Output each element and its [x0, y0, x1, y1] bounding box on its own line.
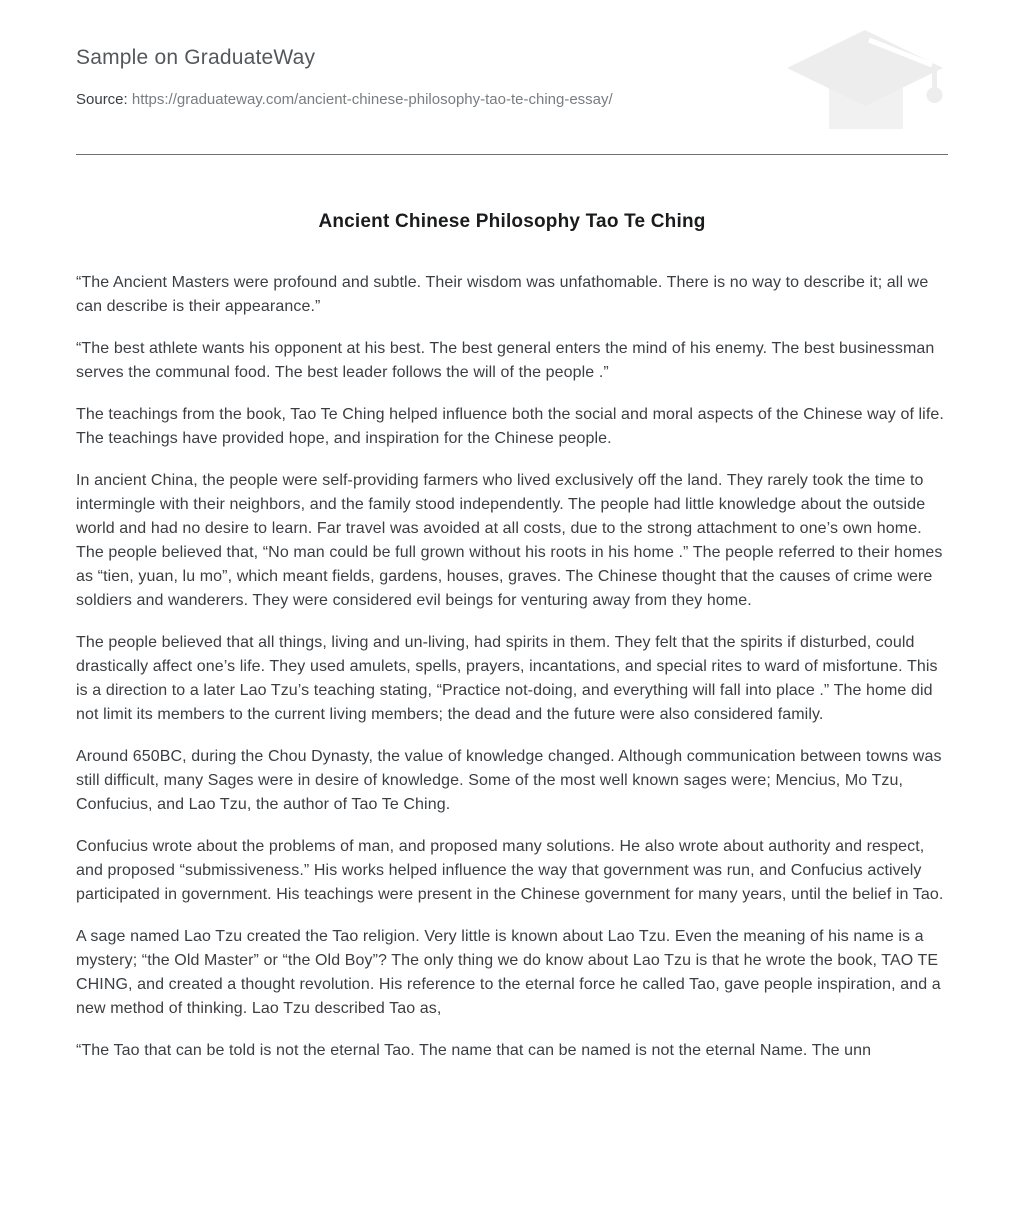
paragraph: A sage named Lao Tzu created the Tao religion. Very little is known about Lao Tzu. Even the meaning of his name is a mystery; “the Old Master” or “the Old Boy”? The only thing we do know about Lao Tzu is that he wrote the book, TAO TE CHING, and created a thought revolution. His reference to the eternal force he called Tao, gave people inspiration, and a new method of thinking. Lao Tzu described Tao as, [76, 928, 941, 1017]
paragraph: The people believed that all things, living and un-living, had spirits in them. They felt that the spirits if disturbed, could drastically affect one’s life. They used amulets, spells, prayers, incantations, and special rites to ward of misfortune. This is a direction to a later Lao Tzu’s teaching stating, “Practice not-doing, and everything will fall into place .” The home did not limit its members to the current living members; the dead and the future were also considered family. [76, 634, 938, 723]
site-title: Sample on GraduateWay [76, 46, 316, 69]
paragraph: In ancient China, the people were self-providing farmers who lived exclusively off the land. They rarely took the time to intermingle with their neighbors, and the family stood independently. The people had little knowledge about the outside world and had no desire to learn. Far travel was avoided at all costs, due to the strong attachment to one’s own home. The people believed that, “No man could be full grown without his roots in his home .” The people referred to their homes as “tien, yuan, lu mo”, which meant fields, gardens, houses, graves. The Chinese thought that the causes of crime were soldiers and wanderers. They were considered evil beings for venturing away from they home. [76, 472, 943, 609]
page-content [76, 0, 948, 1063]
article-title: Ancient Chinese Philosophy Tao Te Ching [318, 211, 706, 232]
paragraph: The teachings from the book, Tao Te Ching helped influence both the social and moral aspects of the Chinese way of life. The teachings have provided hope, and inspiration for the Chinese people. [76, 406, 944, 447]
source-label: Source: [76, 91, 128, 108]
paragraph: “The Ancient Masters were profound and subtle. Their wisdom was unfathomable. There is no way to describe it; all we can describe is their appearance.” [76, 274, 929, 315]
paragraph: “The best athlete wants his opponent at his best. The best general enters the mind of his enemy. The best businessman serves the communal food. The best leader follows the will of the people .” [76, 340, 935, 381]
paragraph: “The Tao that can be told is not the eternal Tao. The name that can be named is not the eternal Name. The unn [76, 1042, 872, 1059]
source-line [76, 90, 948, 110]
source-url-link[interactable]: https://graduateway.com/ancient-chinese-philosophy-tao-te-ching-essay/ [131, 91, 613, 108]
paragraph: Around 650BC, during the Chou Dynasty, the value of knowledge changed. Although communication between towns was still difficult, many Sages were in desire of knowledge. Some of the most well known sages were; Mencius, Mo Tzu, Confucius, and Lao Tzu, the author of Tao Te Ching. [76, 748, 942, 813]
paragraph: Confucius wrote about the problems of man, and proposed many solutions. He also wrote about authority and respect, and proposed “submissiveness.” His works helped influence the way that government was run, and Confucius actively participated in government. His teachings were present in the Chinese government for many years, until the belief in Tao. [76, 838, 944, 903]
article-body [76, 271, 948, 1063]
header-divider [76, 154, 948, 155]
page-header [76, 0, 948, 110]
